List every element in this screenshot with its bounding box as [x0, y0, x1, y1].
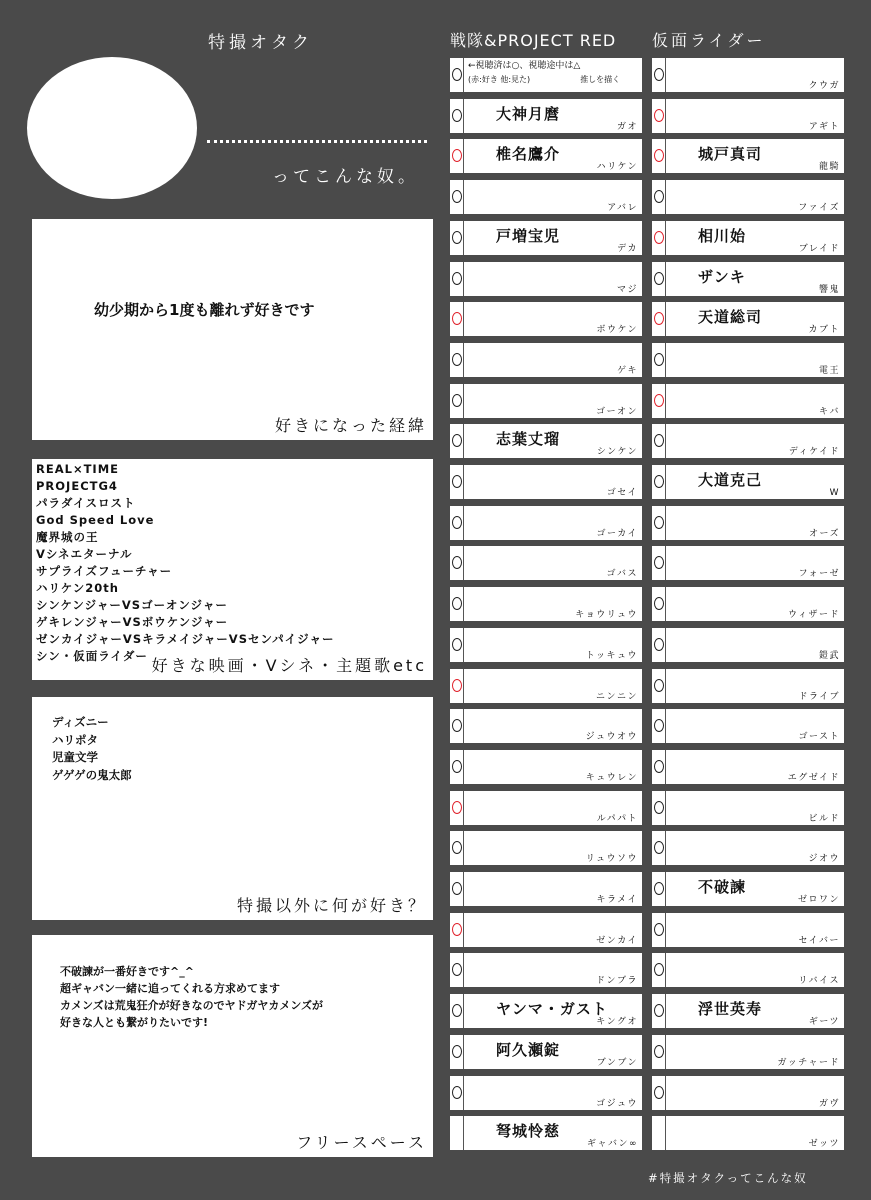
series-label: 響鬼 — [818, 284, 840, 295]
watched-mark-icon — [452, 597, 462, 610]
watched-mark-icon — [452, 963, 462, 976]
sentai-row[interactable] — [450, 99, 642, 133]
checkbox-cell[interactable] — [652, 994, 666, 1028]
series-label: ファイズ — [798, 203, 840, 214]
rider-row[interactable] — [652, 709, 844, 743]
sentai-row[interactable] — [450, 709, 642, 743]
reason-text: 幼少期から1度も離れず好きです — [94, 301, 315, 319]
watched-mark-icon — [654, 882, 664, 895]
watched-mark-icon — [654, 801, 664, 814]
sentai-row[interactable] — [450, 913, 642, 947]
checkbox-cell[interactable] — [450, 139, 464, 173]
checkbox-cell[interactable] — [450, 384, 464, 418]
favorite-character-name: 城戸真司 — [698, 145, 763, 164]
sentai-row[interactable] — [450, 1076, 642, 1110]
checkbox-cell[interactable] — [652, 913, 666, 947]
sentai-row[interactable] — [450, 994, 642, 1028]
series-label: ガヴ — [818, 1098, 840, 1109]
watched-mark-icon — [452, 719, 462, 732]
series-label: オーズ — [808, 528, 840, 539]
sentai-row[interactable] — [450, 465, 642, 499]
series-label: ニンニン — [595, 691, 638, 702]
checkbox-cell[interactable] — [450, 506, 464, 540]
rider-row[interactable] — [652, 587, 844, 621]
series-label: ジオウ — [808, 854, 840, 865]
sentai-row[interactable] — [450, 587, 642, 621]
series-label: 鎧武 — [818, 650, 840, 661]
rider-row[interactable] — [652, 872, 844, 906]
sentai-row[interactable] — [450, 750, 642, 784]
watched-mark-icon — [452, 760, 462, 773]
free-space-line: カメンズは荒鬼狂介が好きなのでヤドガヤカメンズが — [60, 999, 324, 1012]
watched-mark-icon — [654, 1045, 664, 1058]
free-space-line: 好きな人とも繋がりたいです! — [60, 1016, 209, 1029]
rider-row[interactable] — [652, 831, 844, 865]
checkbox-cell[interactable] — [652, 139, 666, 173]
movie-item: サプライズフューチャー — [36, 564, 173, 578]
title-kamen-rider: 仮面ライダー — [652, 31, 766, 50]
checkbox-cell[interactable] — [450, 872, 464, 906]
series-label: フォーゼ — [798, 569, 840, 580]
series-label: ドライブ — [798, 691, 840, 702]
rider-row[interactable] — [652, 506, 844, 540]
watched-favorite-mark-icon — [654, 109, 664, 122]
watched-mark-icon — [654, 719, 664, 732]
series-label: ゼロワン — [797, 895, 840, 905]
checkbox-cell[interactable] — [450, 424, 464, 458]
checkbox-cell[interactable] — [450, 546, 464, 580]
favorite-character-name: ヤンマ・ガスト — [496, 1000, 608, 1019]
watched-mark-icon — [654, 272, 664, 285]
checkbox-cell[interactable] — [652, 831, 666, 865]
series-label: ゼッツ — [808, 1139, 840, 1150]
series-label: ゴーオン — [596, 406, 638, 417]
watched-mark-icon — [654, 68, 664, 81]
sentai-row[interactable] — [450, 180, 642, 214]
series-label: ゴセイ — [606, 488, 638, 498]
legend-line: 推しを描く — [580, 75, 621, 84]
checkbox-cell[interactable] — [450, 99, 464, 133]
checkbox-cell[interactable] — [450, 994, 464, 1028]
series-label: デカ — [617, 243, 638, 254]
movie-item: PROJECTG4 — [36, 479, 118, 493]
series-label: キョウリュウ — [575, 610, 638, 621]
rider-row[interactable] — [652, 1116, 844, 1150]
sentai-row[interactable] — [450, 506, 642, 540]
checkbox-cell[interactable] — [652, 628, 666, 662]
checkbox-cell[interactable] — [652, 262, 666, 296]
watched-favorite-mark-icon — [452, 801, 462, 814]
watched-favorite-mark-icon — [654, 312, 664, 325]
movies-caption: 好きな映画・Vシネ・主題歌etc — [151, 656, 427, 675]
checkbox-cell[interactable] — [450, 1035, 464, 1069]
series-label: ビルド — [808, 813, 840, 824]
checkbox-cell[interactable] — [652, 872, 666, 906]
sentai-row[interactable] — [450, 58, 642, 92]
legend-line: (赤:好き 他:見た) 推しを描く — [468, 75, 621, 84]
dotted-divider — [207, 140, 427, 143]
checkbox-cell[interactable] — [450, 221, 464, 255]
movies-box — [32, 459, 433, 680]
checkbox-cell[interactable] — [652, 587, 666, 621]
watched-mark-icon — [452, 556, 462, 569]
rider-row[interactable] — [652, 953, 844, 987]
watched-mark-icon — [452, 394, 462, 407]
sentai-row[interactable] — [450, 546, 642, 580]
series-label: エグゼイド — [787, 772, 840, 783]
sentai-row[interactable] — [450, 139, 642, 173]
series-label: アバレ — [607, 203, 638, 214]
sentai-row[interactable] — [450, 1116, 642, 1150]
movie-item: ゲキレンジャーVSボウケンジャー — [36, 615, 229, 629]
checkbox-cell[interactable] — [450, 669, 464, 703]
checkbox-cell[interactable] — [652, 953, 666, 987]
reason-caption: 好きになった経緯 — [274, 416, 427, 435]
series-label: リバイス — [798, 976, 840, 987]
favorite-character-name: 阿久瀬錠 — [496, 1040, 561, 1059]
checkbox-cell[interactable] — [652, 302, 666, 336]
rider-row[interactable] — [652, 221, 844, 255]
watched-mark-icon — [654, 841, 664, 854]
watched-mark-icon — [654, 516, 664, 529]
series-label: クウガ — [808, 81, 840, 91]
checkbox-cell[interactable] — [450, 628, 464, 662]
rider-row[interactable] — [652, 58, 844, 92]
watched-favorite-mark-icon — [452, 923, 462, 936]
sentai-row[interactable] — [450, 1035, 642, 1069]
checkbox-cell[interactable] — [652, 791, 666, 825]
watched-mark-icon — [654, 353, 664, 366]
series-label: アギト — [808, 121, 840, 132]
series-label: カブト — [808, 325, 840, 336]
checkbox-cell[interactable] — [450, 750, 464, 784]
other-like-item: ディズニー — [52, 715, 109, 729]
favorite-character-name: 大神月麿 — [496, 104, 561, 123]
sentai-row[interactable] — [450, 221, 642, 255]
movie-item: ゼンカイジャーVSキラメイジャーVSセンパイジャー — [36, 632, 335, 646]
series-label: 龍騎 — [818, 162, 840, 173]
favorite-character-name: 志葉丈瑠 — [496, 430, 561, 449]
checkbox-cell[interactable] — [450, 831, 464, 865]
checkbox-cell[interactable] — [652, 99, 666, 133]
favorite-character-name: 不破諫 — [698, 878, 747, 896]
watched-mark-icon — [654, 1086, 664, 1099]
movie-item: Vシネエターナル — [36, 547, 133, 561]
checkbox-cell[interactable] — [450, 587, 464, 621]
watched-favorite-mark-icon — [654, 394, 664, 407]
watched-favorite-mark-icon — [654, 149, 664, 162]
watched-mark-icon — [452, 516, 462, 529]
watched-mark-icon — [654, 597, 664, 610]
sentai-row[interactable] — [450, 384, 642, 418]
rider-row[interactable] — [652, 913, 844, 947]
free-space-line: 超ギャバン一緒に追ってくれる方求めてます — [60, 982, 280, 995]
watched-mark-icon — [654, 923, 664, 936]
checkbox-cell[interactable] — [450, 343, 464, 377]
checkbox-cell[interactable] — [652, 58, 666, 92]
watched-mark-icon — [654, 475, 664, 488]
series-label: キバ — [818, 406, 840, 417]
watched-mark-icon — [452, 1086, 462, 1099]
watched-mark-icon — [452, 638, 462, 651]
rider-row[interactable] — [652, 628, 844, 662]
checkbox-cell[interactable] — [652, 1116, 666, 1150]
series-label: セイバー — [798, 935, 840, 946]
checkbox-cell[interactable] — [652, 750, 666, 784]
watched-mark-icon — [452, 190, 462, 203]
watched-mark-icon — [452, 1045, 462, 1058]
series-label: ディケイド — [788, 447, 840, 458]
free-space-box — [32, 935, 433, 1157]
sentai-row[interactable] — [450, 872, 642, 906]
watched-mark-icon — [654, 1004, 664, 1017]
series-label: W — [829, 488, 840, 498]
checkbox-cell[interactable] — [652, 424, 666, 458]
movie-list — [36, 461, 334, 665]
series-label: ブンブン — [596, 1057, 638, 1068]
checkbox-cell[interactable] — [450, 1076, 464, 1110]
other-like-item: ゲゲゲの鬼太郎 — [52, 767, 132, 782]
checkbox-cell[interactable] — [450, 180, 464, 214]
rider-row[interactable] — [652, 994, 844, 1028]
series-label: ゼンカイ — [596, 935, 638, 946]
rider-row[interactable] — [652, 465, 844, 499]
watched-mark-icon — [452, 353, 462, 366]
checkbox-cell[interactable] — [652, 1076, 666, 1110]
series-label: ブレイド — [798, 243, 840, 254]
checkbox-cell[interactable] — [652, 1035, 666, 1069]
series-label: ギーツ — [808, 1017, 840, 1028]
checkbox-cell[interactable] — [652, 709, 666, 743]
favorite-character-name: 弩城怜慈 — [496, 1122, 561, 1141]
series-label: ドンブラ — [595, 976, 638, 987]
movie-item: パラダイスロスト — [36, 496, 136, 510]
sentai-row[interactable] — [450, 791, 642, 825]
watched-mark-icon — [452, 882, 462, 895]
favorite-character-name: 戸増宝児 — [496, 226, 561, 245]
sentai-row[interactable] — [450, 953, 642, 987]
series-label: キングオ — [596, 1017, 638, 1028]
series-label: ギャバン∞ — [587, 1139, 638, 1150]
other-like-item: ハリポタ — [52, 732, 98, 747]
free-space-text — [60, 963, 323, 1031]
favorite-character-name: 相川始 — [698, 226, 747, 245]
watched-favorite-mark-icon — [452, 679, 462, 692]
series-label: ガオ — [616, 121, 638, 132]
series-label: リュウソウ — [585, 854, 638, 865]
rider-row[interactable] — [652, 424, 844, 458]
checkbox-cell[interactable] — [652, 465, 666, 499]
movie-item: シンケンジャーVSゴーオンジャー — [36, 598, 228, 612]
rider-row[interactable] — [652, 791, 844, 825]
watched-mark-icon — [654, 434, 664, 447]
checkbox-cell[interactable] — [450, 262, 464, 296]
series-label: ゴジュウ — [596, 1098, 638, 1109]
movie-item: God Speed Love — [36, 513, 155, 527]
checkbox-cell[interactable] — [450, 709, 464, 743]
watched-mark-icon — [452, 434, 462, 447]
avatar[interactable] — [27, 57, 197, 199]
sentai-row[interactable] — [450, 302, 642, 336]
watched-favorite-mark-icon — [654, 231, 664, 244]
series-label: ハリケン — [596, 162, 638, 173]
legend — [468, 60, 620, 86]
checkbox-cell[interactable] — [450, 953, 464, 987]
free-space-caption: フリースペース — [296, 1133, 427, 1152]
watched-mark-icon — [452, 1004, 462, 1017]
others-caption: 特撮以外に何が好き？ — [236, 896, 427, 915]
sentai-row[interactable] — [450, 669, 642, 703]
checkbox-cell[interactable] — [652, 180, 666, 214]
checkbox-cell[interactable] — [450, 791, 464, 825]
sentai-row[interactable] — [450, 628, 642, 662]
checkbox-cell[interactable] — [450, 302, 464, 336]
watched-favorite-mark-icon — [452, 149, 462, 162]
series-label: ルパパト — [596, 813, 638, 824]
movie-item: 魔界城の王 — [36, 530, 99, 544]
watched-mark-icon — [654, 760, 664, 773]
watched-mark-icon — [654, 963, 664, 976]
checkbox-cell[interactable] — [652, 669, 666, 703]
title-tokusatsu-otaku: 特撮オタク — [208, 33, 313, 53]
watched-mark-icon — [452, 475, 462, 488]
rider-row[interactable] — [652, 1076, 844, 1110]
reason-box — [32, 219, 433, 440]
watched-mark-icon — [452, 68, 462, 81]
series-label: ゴースト — [798, 732, 840, 743]
movie-item: REAL×TIME — [36, 462, 119, 476]
series-label: ゴーカイ — [596, 528, 638, 539]
others-box — [32, 697, 433, 920]
series-label: ガッチャード — [777, 1057, 840, 1068]
rider-row[interactable] — [652, 139, 844, 173]
series-label: キュウレン — [585, 772, 638, 783]
sentai-row[interactable] — [450, 424, 642, 458]
favorite-character-name: ザンキ — [698, 267, 746, 286]
rider-row[interactable] — [652, 384, 844, 418]
legend-line: ←視聴済は○、視聴途中は△ — [468, 61, 581, 71]
rider-row[interactable] — [652, 750, 844, 784]
series-label: トッキュウ — [585, 650, 638, 661]
favorite-character-name: 天道総司 — [698, 308, 763, 327]
watched-mark-icon — [452, 272, 462, 285]
sentai-row[interactable] — [450, 343, 642, 377]
watched-mark-icon — [452, 841, 462, 854]
other-like-item: 児童文学 — [52, 750, 98, 764]
rider-row[interactable] — [652, 546, 844, 580]
rider-row[interactable] — [652, 262, 844, 296]
favorite-character-name: 椎名鷹介 — [496, 145, 561, 164]
watched-mark-icon — [654, 679, 664, 692]
rider-row[interactable] — [652, 302, 844, 336]
watched-favorite-mark-icon — [452, 312, 462, 325]
favorite-character-name: 浮世英寿 — [698, 1000, 763, 1019]
watched-mark-icon — [654, 638, 664, 651]
series-label: シンケン — [596, 447, 638, 458]
watched-mark-icon — [654, 190, 664, 203]
checkbox-cell[interactable] — [652, 384, 666, 418]
checkbox-cell[interactable] — [450, 465, 464, 499]
series-label: ジュウオウ — [585, 732, 638, 743]
favorite-character-name: 大道克己 — [698, 471, 763, 489]
title-sentai: 戦隊&PROJECT RED — [450, 31, 617, 50]
sentai-row[interactable] — [450, 831, 642, 865]
movie-item: ハリケン20th — [36, 581, 119, 595]
checkbox-cell[interactable] — [652, 221, 666, 255]
series-label: キラメイ — [596, 895, 638, 905]
others-list — [52, 714, 132, 784]
checkbox-cell[interactable] — [450, 913, 464, 947]
sentai-row[interactable] — [450, 262, 642, 296]
checkbox-cell[interactable] — [450, 1116, 464, 1150]
checkbox-cell[interactable] — [652, 343, 666, 377]
footer-hashtag: #特撮オタクってこんな奴 — [648, 1171, 808, 1185]
rider-row[interactable] — [652, 669, 844, 703]
rider-row[interactable] — [652, 343, 844, 377]
checkbox-cell[interactable] — [450, 58, 464, 92]
watched-mark-icon — [654, 556, 664, 569]
tagline: ってこんな奴。 — [272, 167, 419, 187]
series-label: ボウケン — [596, 325, 638, 336]
free-space-line: 不破諫が一番好きです^_^ — [60, 965, 194, 978]
rider-row[interactable] — [652, 99, 844, 133]
rider-row[interactable] — [652, 1035, 844, 1069]
watched-mark-icon — [452, 109, 462, 122]
series-label: ゴバス — [606, 569, 638, 580]
checkbox-cell[interactable] — [652, 506, 666, 540]
series-label: 電王 — [818, 365, 840, 376]
movie-item: シン・仮面ライダー — [36, 649, 148, 663]
series-label: ウィザード — [788, 610, 840, 621]
watched-mark-icon — [452, 231, 462, 244]
series-label: マジ — [616, 284, 638, 295]
series-label: ゲキ — [616, 365, 638, 376]
rider-row[interactable] — [652, 180, 844, 214]
checkbox-cell[interactable] — [652, 546, 666, 580]
